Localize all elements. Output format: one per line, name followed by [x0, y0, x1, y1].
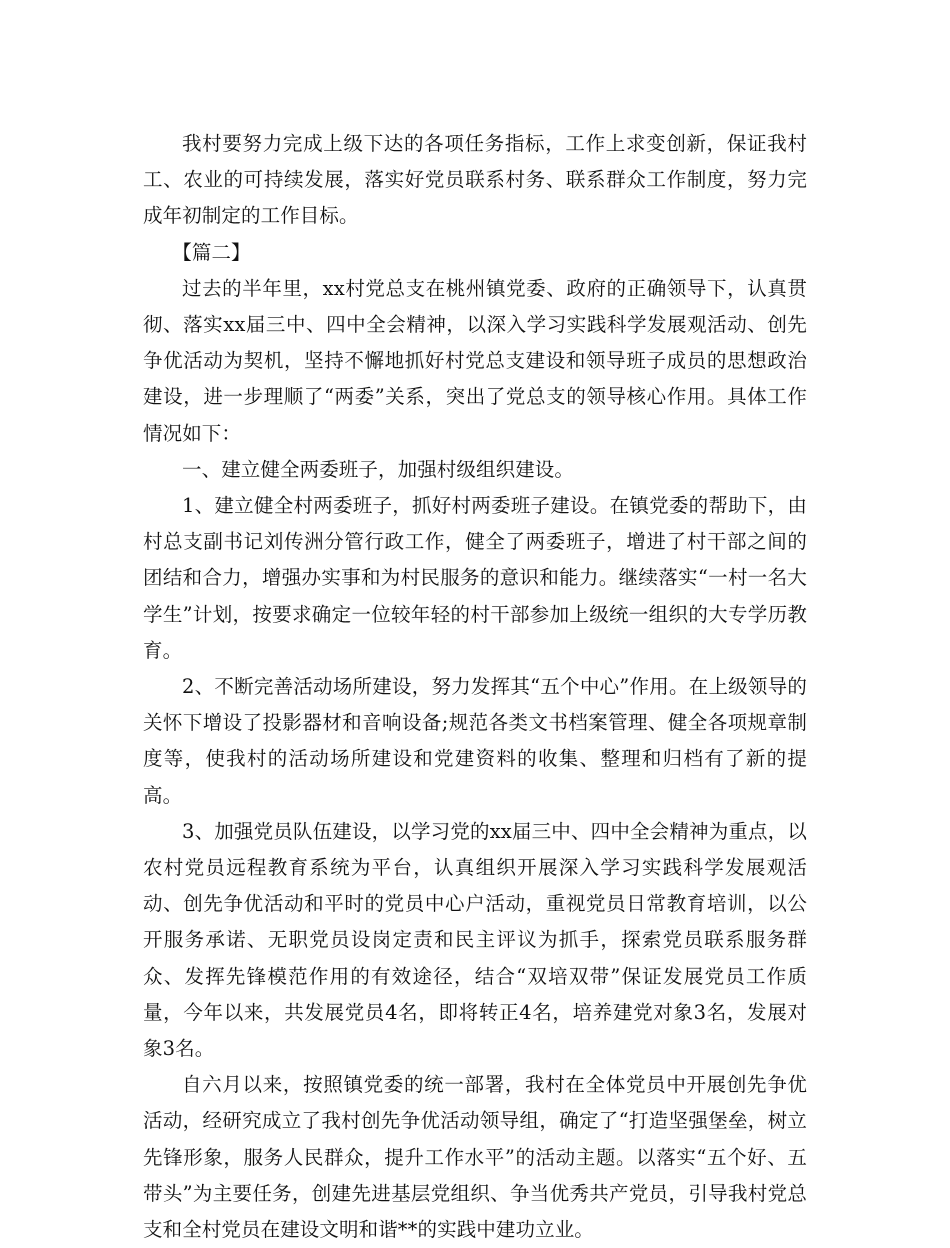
paragraph-half-year-summary: 过去的半年里，xx村党总支在桃州镇党委、政府的正确领导下，认真贯彻、落实xx届三中、四中全会精神，以深入学习实践科学发展观活动、创先争优活动为契机，坚持不懈地抓好村党总支建设和领导班子成员的思想政治建设，进一步理顺了“两委”关系，突出了党总支的领导核心作用。具体工作情况如下： — [143, 276, 807, 445]
paragraph-since-june: 自六月以来，按照镇党委的统一部署，我村在全体党员中开展创先争优活动，经研究成立了我村创先争优活动领导组，确定了“打造坚强堡垒，树立先锋形象，服务人民群众，提升工作水平”的活动主题。以落实“五个好、五带头”为主要任务，创建先进基层党组织、争当优秀共产党员，引导我村党总支和全村党员在建设文明和谐**的实践中建功立业。 — [143, 1073, 807, 1242]
paragraph-item-3: 3、加强党员队伍建设，以学习党的xx届三中、四中全会精神为重点，以农村党员远程教育系统为平台，认真组织开展深入学习实践科学发展观活动、创先争优活动和平时的党员中心户活动，重视党员日常教育培训，以公开服务承诺、无职党员设岗定责和民主评议为抓手，探索党员联系服务群众、发挥先锋模范作用的有效途径，结合“双培双带”保证发展党员工作质量，今年以来，共发展党员4名，即将转正4名，培养建党对象3名，发展对象3名。 — [143, 819, 807, 1061]
paragraph-work-goals: 我村要努力完成上级下达的各项任务指标，工作上求变创新，保证我村工、农业的可持续发展，落实好党员联系村务、联系群众工作制度，努力完成年初制定的工作目标。 — [143, 132, 807, 228]
document-body — [143, 126, 807, 1248]
paragraph-item-2: 2、不断完善活动场所建设，努力发挥其“五个中心”作用。在上级领导的关怀下增设了投影器材和音响设备;规范各类文书档案管理、健全各项规章制度等，使我村的活动场所建设和党建资料的收集、整理和归档有了新的提高。 — [143, 675, 807, 807]
section-heading-part-two: 【篇二】 — [172, 240, 251, 264]
paragraph-section-one-title: 一、建立健全两委班子，加强村级组织建设。 — [182, 457, 575, 481]
paragraph-item-1: 1、建立健全村两委班子，抓好村两委班子建设。在镇党委的帮助下，由村总支副书记刘传洲分管行政工作，健全了两委班子，增进了村干部之间的团结和合力，增强办实事和为村民服务的意识和能力。继续落实“一村一名大学生”计划，按要求确定一位较年轻的村干部参加上级统一组织的大专学历教育。 — [143, 494, 807, 662]
